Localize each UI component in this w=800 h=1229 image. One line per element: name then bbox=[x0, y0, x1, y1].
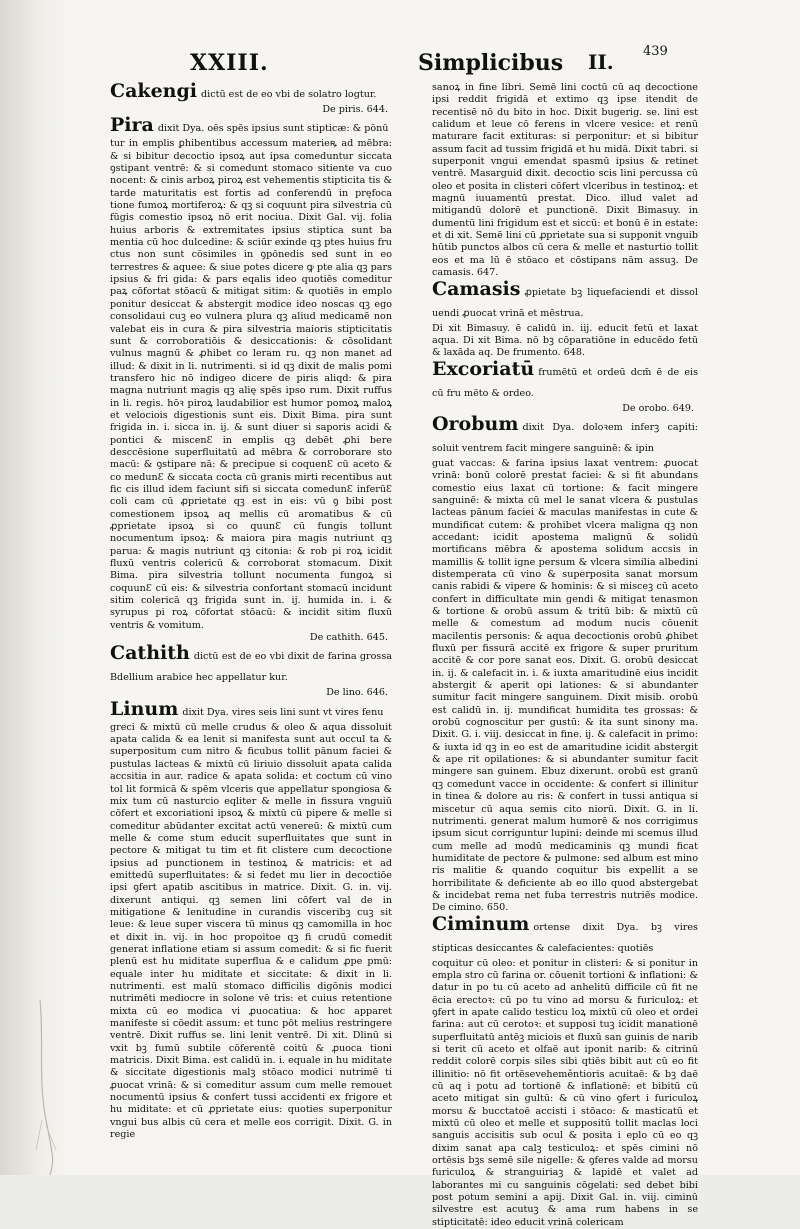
header-book-number: II. bbox=[588, 50, 614, 74]
entry-body: greci & mixtū cū melle crudus & oleo & aqua dissoluit apata calida & ea lenit si manifesta sunt aut occul ta & superpositum cum nitro & ficubus tollit pānum faciei & pustulas lacteas & mixtū cū liriuio dissoluit apata calida accsitia in aur. radice & apata solida: et coctum cū vino tol lit formicā & spēm vlceris que appellatur spongiosa & mix tum cū nasturcio eqliter & melle in fissura vnguiū cōfert et excoriationi ipsoꝝ & mixtū cū pipere & melle si comeditur abūdanter excitat actū venereū: & mixtū cum melle & come stum educit superfluitates que sunt in pectore & mitigat tu tim et fit clistere cum decoctione ipsius ad punctionem in testinoꝝ & matricis: et ad emittedū superfluitates: & si fedet mu lier in decoctiōe ipsi ꝯfert apatib ascitibus in matrice. Dixit. G. in. vij. dixerunt antiqui. qꝫ semen lini cōfert val de in mitigatione & lenitudine in curandis visceribꝫ cuꝫ sit leue: & leue super viscera tū minus qꝫ camomilla in hoc et dixit in. vij. in hoc propoitoe qꝫ fi crudū comedit generat inflatione etiam si assum comedit: & si fic fuerit plenū est hu miditate superflua & e calidum ꝓpe pmū: equale inter hu miditate et siccitate: & dixit in li. nutrimenti. est malū stomaco difficilis digōnis modici nutrimēti mediocre in solone vē tris: et cuius retentione mixta cū eo modica vi ꝓuocatiua: & hoc apparet manifeste si cōedit assum: et tunc pōt melius restringere ventrē. Dixit ruffus se. lini lenit ventrē. Di xit. Dlinū si vxit bꝫ fumū subtile cōferentē coitū & ꝓuoca tioni matricis. Dixit Bima. est calidū in. i. equale in hu miditate & siccitate digestionis malꝫ stōaco modici nutrimē ti ꝓuocat vrinā: & si comeditur assum cum melle remouet nocumentū ipsius & confert tussi accidenti ex frigore et hu miditate: et cū ꝓprietate eius: quoties superponitur vngui bus albis cū cera et melle eos corrigit. Dixit. G. in regie bbox=[110, 721, 392, 1141]
entry-linum bbox=[110, 697, 392, 1142]
entry-body: guat vaccas: & farina ipsius laxat ventrem: ꝓuocat vrinā: bonū colorē prestat faciei: & si fit abundans comestio eius laxat cū tortione: & facit mingere sanguinē: & mixta cū mel le sanat vlcera & pustulas lacteas pānum faciei & maculas manifestas in cute & mundificat cutem: & prohibet vlcera maligna qꝫ non accedant: icidit apostema malignū & solidū mortificans mēbra & apostema solidum accsis in mamillis & tollit igne persum & vlcera similia albedini distemperata cū vino & superposita sanat morsum canis rabidi & vipere & hominis: & si misceꝫ cū aceto confert in difficultate min gendi & mitigat tenasmon & tortione & orobū assum & tritū bib: & mixtū cū melle & comestum ad modum nucis cōuenit macilentis personis: & aqua decoctionis orobū ꝓhibet fluxū per fissurā accitē ex frigore & super pruritum accitē & cor pore sanat eos. Dixit. G. orobū desiccat in. ij. & calefacit in. i. & iuxta amaritudinē eius incidit abstergit & aperit opi lationes: & si abundanter sumitur facit mingere sanguinem. Dixit misib. orobū est calidū in. ij. mundificat humidita tes grossas: & orobū cognoscitur per gustū: & ita sunt sinony ma. Dixit. G. i. viij. desiccat in fine. ij. & calefacit in primo: & iuxta id qꝫ in eo est de amaritudine icidit abstergit & ape rit opilationes: & si abundanter sumitur facit mingere san guinem. Ebuz dixerunt. orobū est granū qꝫ comedunt vacce in occidente: & confert si illinitur in tinea & dolore au ris: & confert in tussi antiqua si miscetur cū aqua semis cito niorū. Dixit. G. in li. nutrimenti. generat malum humorē & nos corrigimus ipsum sicut corriguntur lupini: deinde mi scemus illud cum melle ad modū medicaminis qꝫ mundi ficat humiditate de pectore & pulmone: sed album est mino ris malitie & quando coquitur bis expellit a se horribilitate & deficiente ab eo illo quod abstergebat & incidebat rema net fuba terrestris nutriēs modice. De cimino. 650. bbox=[432, 457, 698, 914]
entry-lead: dixit Dya. oēs spēs ipsius sunt stipticæ: & pōnū bbox=[157, 123, 389, 135]
page-fold-shadow bbox=[0, 0, 70, 1175]
header-title: Simplicibus bbox=[418, 50, 564, 76]
entry-body: tur in emplis ꝑhibentibus accessum materieꝶ ad mēbra: & si bibitur decoctio ipsoꝝ aut ipsa comeduntur siccata ꝯstipant ventrē: & si comedunt stomaco sitiente va cuo nocent: & cinis arboꝝ piroꝝ est vehementis stipticita tis & tarde maturitatis est fortis ad conferendū in pręfoca tione fumoꝝ mortiferoꝝ: & qꝫ si coquunt pira silvestria cū fūgis comestio ipsoꝝ nō erit nociua. Dixit Gal. vij. folia huius arboris & extremitates ipsius stiptica sunt ba mentia cū hoc dulcedine: & sciūr exinde qꝫ ptes huius fru ctus non sunt cōsimiles in ꝯpōnedis sed sunt in eo terrestres & aquee: & siue potes dicere ꝙ pte alia qꝫ pars ipsius & fri gida: & pars eqalis ideo quotiēs comeditur paꝝ cōfortat stōacū & mitigat sitim: & quotiēs in emplo ponitur desiccat & abstergit modice ideo noscas qꝫ ego consolidaui cuꝫ eo vulnera plura qꝫ aliud medicamē non valebat eis in cura & pira silvestria maioris stipticitatis sunt & corroboratiōis & desiccationis: & cōsolidant vulnus magnū & ꝓhibet co leram ru. qꝫ non manet ad illud: & dixit in li. nutrimenti. si id qꝫ dixit de malis pomi transfero hic nō indigeo dicere de piris aliqd: & pira magna nutriunt magis qꝫ alię spēs ipso rum. Dixit ruffus in li. regis. hōꝛ piroꝝ laudabilior est humor pomoꝝ maloꝝ et velociois digestionis sunt eis. Dixit Bima. pira sunt frigida in. i. sicca in. ij. & sunt diuer si saporis acidi & pontici & miscenƐ in emplis qꝫ debēt ꝓhi bere desccēsione superfluitatū ad mēbra & corroborare sto macū: & ꝯstipare nā: & precipue si coquenƐ cū aceto & co medunƐ & siccata cocta cū granis mirti recentibus aut fic cis illud idem faciunt sifi si siccata comedunƐ inferūƐ coli cam cū ꝓprietate qꝫ est in eis: vū ꝯ bibi post comestionem ipsoꝝ aq mellis cū aromatibus & cū ꝓprietate ipsoꝝ si co quunƐ cū fungis tollunt nocumentum ipsoꝝ: & maiora pira magis nutriunt qꝫ parua: & magis nutriunt qꝫ citonia: & rob pi roꝝ icidit fluxū ventris colericū & corroborat stomacum. Dixit Bima. pira silvestria tollunt nocumenta fungoꝝ si coquunƐ cū eis: & silvestria confortant stomacū incidunt sitim colericā qꝫ frigida sunt in. ij. humida in. i. & syrupus pi roꝝ cōfortat stōacū: & incidit sitim fluxū ventris & vomitum. bbox=[110, 138, 392, 631]
folio-number: 439 bbox=[643, 44, 668, 59]
entry-linum-continued bbox=[432, 82, 698, 280]
entry-lead: ꝓpietate bꝫ liquefaciendi et dissol uendi ꝓuocat vrinā et mēstrua. bbox=[432, 286, 698, 319]
entry-cathith bbox=[110, 644, 392, 699]
entry-reference: De piris. 644. bbox=[322, 104, 388, 115]
left-text-column bbox=[110, 80, 392, 1141]
entry-title: Camasis bbox=[432, 277, 521, 300]
entry-camasis bbox=[432, 277, 698, 360]
entry-title: Cathith bbox=[110, 642, 190, 665]
entry-reference: De cathith. 645. bbox=[309, 632, 388, 644]
page-fold-mark bbox=[36, 1000, 66, 1175]
entry-lead: dictū est de eo vbi de solatro logtur. bbox=[201, 89, 377, 100]
entry-ciminum bbox=[432, 912, 698, 1229]
entry-title: Orobum bbox=[432, 412, 519, 435]
entry-title: Excoriatū bbox=[432, 357, 535, 380]
entry-body: coquitur cū oleo: et ponitur in clisteri: & si ponitur in empla stro cū farina or. cōuenit tortioni & inflationi: & datur in po tu cū aceto ad anhelitū difficile cū fit ne ēcia erectoꝛ: cū po tu vino ad morsu & furiculoꝝ: et ꝯfert in apate calido testicu loꝝ mixtū cū oleo et ordei farina: aut cū cerotoꝛ: et supposi tuꝫ icidit manationē superfluitatū antēꝫ miciois et fluxū san guinis de narib si terit cū aceto et olfaē aut iponit narib: & citrinū reddit colorē corpis siles sibi qtiēs bibit aut cū eo fit illinitio: nō fit ortēseveheměntioris acuitaē: & bꝫ daē cū aq i potu ad tortionē & inflationē: et bibitū cū aceto mitigat sin gultū: & cū vino ꝯfert i furiculoꝝ morsu & bucctatoē accisti i stōaco: & masticatū et mixtū cū oleo et melle et suppositū tollit maclas loci sanguis accisitis sub ocul & posita i eplo cū eo qꝫ dixim sanat apa calꝫ testiculoꝝ: et spēs cimini nō ortēsis bꝫs semē sile nigelle: & ꝯferes valde ad morsu furiculoꝝ & stranguiriaꝫ & lapidē et valet ad laborantes mi cu sanguinis cōgelati: sed debet bibi post potum semini a apij. Dixit Gal. in. viij. ciminū silvestre est acutuꝫ & ama rum habens in se stipticitatē: ideo educit vrinā colericam bbox=[432, 957, 698, 1228]
entry-lead: ortense dixit Dya. bꝫ vires stipticas desiccantes & calefacientes: quotiēs bbox=[432, 921, 698, 954]
entry-title: Pira bbox=[110, 114, 154, 137]
entry-reference: De orobo. 649. bbox=[622, 402, 694, 414]
entry-excoriatu bbox=[432, 357, 698, 415]
entry-title: Linum bbox=[110, 697, 179, 720]
entry-lead: dixit Dya. vires seis lini sunt vt vires fenu bbox=[182, 706, 384, 718]
entry-title: Ciminum bbox=[432, 912, 530, 935]
entry-body: sanoꝝ in fine libri. Semē lini coctū cū aq decoctione ipsi reddit frigidā et extimo qꝫ ipse itendit de recentisē nō du bito in hoc. Dixit bugerig. se. lini est calidum et leue cō ferens in vlcere vesice: et renū maturare facit extituras: si perponitur: et si bibitur assum facit ad tussim frigidā et hu midā. Dixit tabri. si superponit vngui emendat spasmū ipsius & retinet ventrē. Masarguid dixit. decoctio scis lini percussa cū oleo et posita in clisteri cōfert vlceribus in testinoꝝ: et magnū iuuamentū prestat. Dico. illud valet ad mitigandū dolorē et punctionē. Dixit Bimasuy. in dumentū lini frigidum est et siccū: et bonū ē in estate: et di xit. Semē lini cū ꝓprietate sua si supponit vnguib hūtib punctos albos cū cera & melle et nasturtio tollit eos et ma lū ē stōaco et cōstipans nām assuꝫ. De camasis. 647. bbox=[432, 82, 698, 279]
header-section-number: XXIII. bbox=[190, 50, 269, 76]
entry-reference: De lino. 646. bbox=[326, 687, 388, 699]
entry-lead: frumētū et ordeū dcm̄ ē de eis cū fru mēto & ordeo. bbox=[432, 366, 698, 399]
entry-cakengi bbox=[110, 82, 392, 116]
entry-lead: dixit Dya. doloꝛem inferꝫ capiti: soluit ventrem facit mingere sanguinē: & ipin bbox=[432, 421, 698, 454]
entry-pira bbox=[110, 116, 392, 632]
entry-title: Cakengi bbox=[110, 80, 198, 102]
entry-body: Di xit Bimasuy. ē calidū in. iij. educit fetū et laxat aqua. Di xit Bima. nō bꝫ cōparatiōne in educēdo fetū & laxāda aq. De frumento. 648. bbox=[432, 322, 698, 359]
entry-lead: dictū est de eo vbi dixit de farina grossa Bdellium arabice hec appellatur kur. bbox=[110, 651, 392, 684]
right-text-column bbox=[432, 82, 698, 1228]
entry-orobum bbox=[432, 412, 698, 915]
